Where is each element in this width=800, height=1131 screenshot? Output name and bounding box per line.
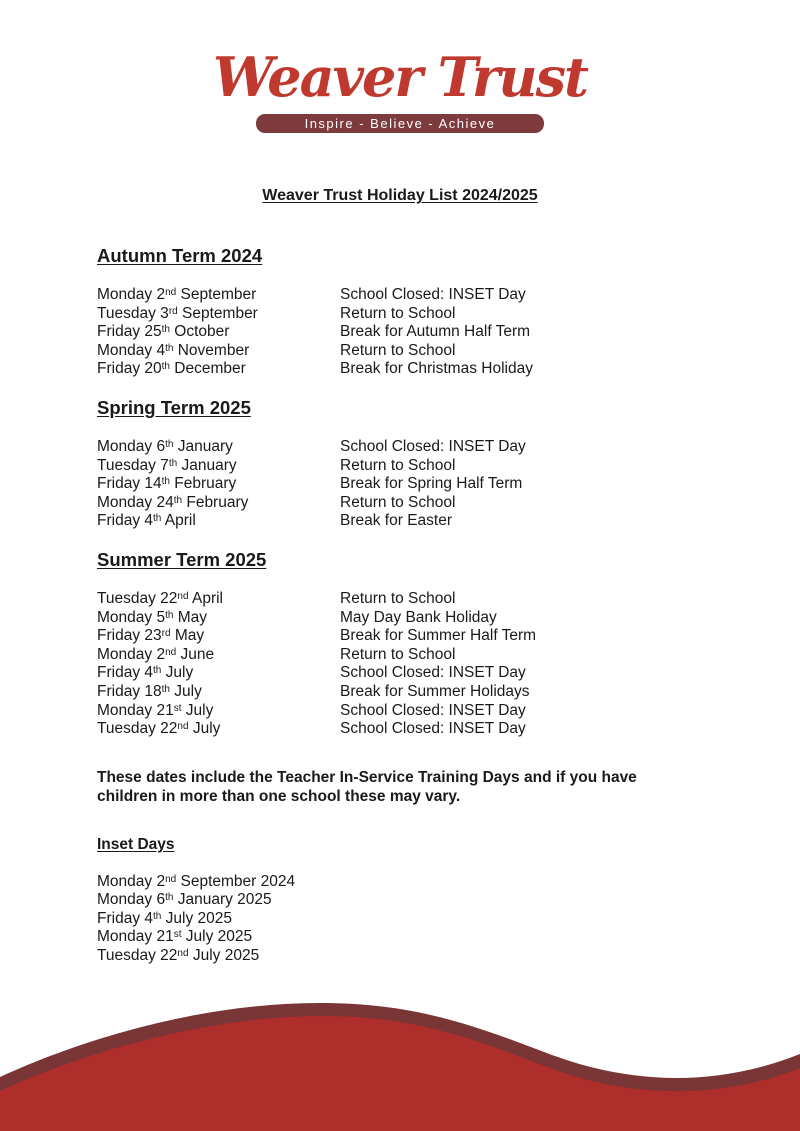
autumn-term-rows [97,286,717,379]
date-cell [97,590,340,609]
date-text: July [181,701,214,719]
ordinal-suffix: th [165,342,174,354]
note-line-1: These dates include the Teacher In-Service Training Days and if you have [97,768,637,786]
date-cell [97,457,340,476]
schedule-row [97,475,717,494]
date-text: July 2025 [181,928,253,946]
inset-days-rows [97,873,717,966]
date-text: September [176,286,257,303]
date-text: Tuesday 22 [97,589,178,607]
footer-wave [0,990,800,1131]
event-cell: School Closed: INSET Day [340,664,526,682]
date-cell [97,947,340,966]
ordinal-suffix: th [165,609,174,621]
ordinal-suffix: nd [177,721,189,733]
date-text: September [177,304,258,322]
date-text: February [182,493,249,511]
schedule-row [97,664,717,683]
event-cell: School Closed: INSET Day [340,701,526,719]
date-text: July [169,682,202,700]
schedule-row [97,512,717,531]
event-cell: Break for Summer Half Term [340,627,537,645]
date-text: Friday 4 [97,512,153,530]
inset-days-heading: Inset Days [97,835,175,853]
date-text: January [177,456,237,474]
section-heading-spring: Spring Term 2025 [97,396,251,418]
date-cell [97,305,340,324]
spring-term-rows [97,438,717,531]
summer-term-rows [97,590,717,739]
date-text: Monday 21 [97,928,174,946]
section-heading-summer: Summer Term 2025 [97,548,267,570]
date-cell [97,494,340,513]
schedule-row [97,494,717,513]
date-text: Friday 4 [97,664,153,682]
date-text: Monday 2 [97,286,166,303]
date-text: Monday 21 [97,701,174,719]
ordinal-suffix: nd [165,287,177,298]
schedule-row [97,702,717,721]
date-cell [97,683,340,702]
date-text: May [173,608,208,626]
date-text: Friday 14 [97,475,162,493]
event-cell: School Closed: INSET Day [340,437,526,455]
schedule-row [97,609,717,628]
event-cell: May Day Bank Holiday [340,608,497,626]
ordinal-suffix: th [161,361,170,373]
date-text: October [169,323,230,341]
date-cell [97,664,340,683]
ordinal-suffix: th [161,476,170,488]
date-text: Friday 4 [97,909,153,927]
event-cell: School Closed: INSET Day [340,720,526,738]
section-heading-autumn: Autumn Term 2024 [97,245,263,266]
date-cell [97,627,340,646]
event-cell: Return to School [340,456,456,474]
date-text: Monday 2 [97,645,166,663]
date-text: January 2025 [173,891,272,909]
date-text: Monday 2 [97,872,166,890]
logo-wordmark: Weaver Trust [213,45,587,109]
date-text: May [170,627,205,645]
event-cell: Break for Autumn Half Term [340,323,531,341]
schedule-row [97,683,717,702]
date-text: September 2024 [176,872,296,890]
schedule-row [97,457,717,476]
date-cell [97,342,340,361]
ordinal-suffix: nd [165,646,177,658]
event-cell: Return to School [340,493,456,511]
logo-tagline-banner: Inspire - Believe - Achieve [256,114,544,133]
schedule-row [97,360,717,379]
date-cell [97,512,340,531]
date-cell [97,910,340,929]
date-cell [97,891,340,910]
date-text: Monday 4 [97,341,166,359]
ordinal-suffix: th [173,494,183,506]
inset-day-row [97,947,717,966]
ordinal-suffix: th [153,910,162,922]
note-text [97,768,717,806]
date-text: July [161,664,194,682]
date-cell [97,438,340,457]
inset-day-row [97,910,717,929]
holiday-list-content [97,245,717,984]
schedule-row [97,438,717,457]
date-cell [97,720,340,739]
date-cell [97,323,340,342]
date-text: April [161,512,196,530]
inset-day-row [97,928,717,947]
date-text: Friday 20 [97,360,162,378]
event-cell: Return to School [340,589,456,607]
event-cell: Return to School [340,341,456,359]
date-cell [97,360,340,379]
event-cell: Return to School [340,304,456,322]
date-cell [97,873,340,892]
event-cell: Break for Christmas Holiday [340,360,533,378]
event-cell: Return to School [340,645,456,663]
date-text: Tuesday 22 [97,720,178,738]
schedule-row [97,590,717,609]
date-cell [97,702,340,721]
schedule-row [97,342,717,361]
date-text: Friday 18 [97,682,162,700]
date-text: February [169,475,237,493]
date-text: January [173,437,233,455]
event-cell: Break for Summer Holidays [340,682,530,700]
ordinal-suffix: st [173,702,182,714]
note-line-2: children in more than one school these may vary. [97,787,461,805]
ordinal-suffix: th [161,683,170,695]
event-cell: Break for Easter [340,512,452,530]
schedule-row [97,646,717,665]
date-text: April [188,589,224,607]
ordinal-suffix: nd [177,948,189,960]
weaver-trust-logo [0,42,800,133]
ordinal-suffix: rd [161,628,171,640]
ordinal-suffix: th [165,892,174,904]
ordinal-suffix: th [153,513,162,525]
date-text: Tuesday 22 [97,947,178,965]
date-text: December [169,360,246,378]
event-cell: School Closed: INSET Day [340,286,526,303]
schedule-row [97,720,717,739]
date-text: Tuesday 7 [97,456,169,474]
schedule-row [97,627,717,646]
date-text: Tuesday 3 [97,304,169,322]
date-text: July [188,720,221,738]
date-cell [97,286,340,305]
ordinal-suffix: th [168,457,178,469]
ordinal-suffix: th [165,438,174,450]
date-text: July 2025 [161,909,233,927]
event-cell: Break for Spring Half Term [340,475,523,493]
date-text: July 2025 [188,947,260,965]
schedule-row [97,305,717,324]
date-text: Monday 5 [97,608,166,626]
date-text: Monday 6 [97,891,166,909]
date-text: Friday 23 [97,627,162,645]
date-text: Friday 25 [97,323,162,341]
date-cell [97,646,340,665]
schedule-row [97,323,717,342]
date-cell [97,475,340,494]
ordinal-suffix: nd [177,590,189,602]
date-text: Monday 6 [97,437,166,455]
date-cell [97,609,340,628]
ordinal-suffix: rd [168,305,178,317]
ordinal-suffix: th [161,324,170,336]
page-title: Weaver Trust Holiday List 2024/2025 [262,187,538,204]
inset-day-row [97,873,717,892]
schedule-row [97,286,717,305]
ordinal-suffix: st [173,929,182,941]
date-text: Monday 24 [97,493,174,511]
ordinal-suffix: th [153,665,162,677]
date-cell [97,928,340,947]
ordinal-suffix: nd [165,873,177,885]
date-text: November [173,341,250,359]
inset-day-row [97,891,717,910]
date-text: June [176,645,215,663]
